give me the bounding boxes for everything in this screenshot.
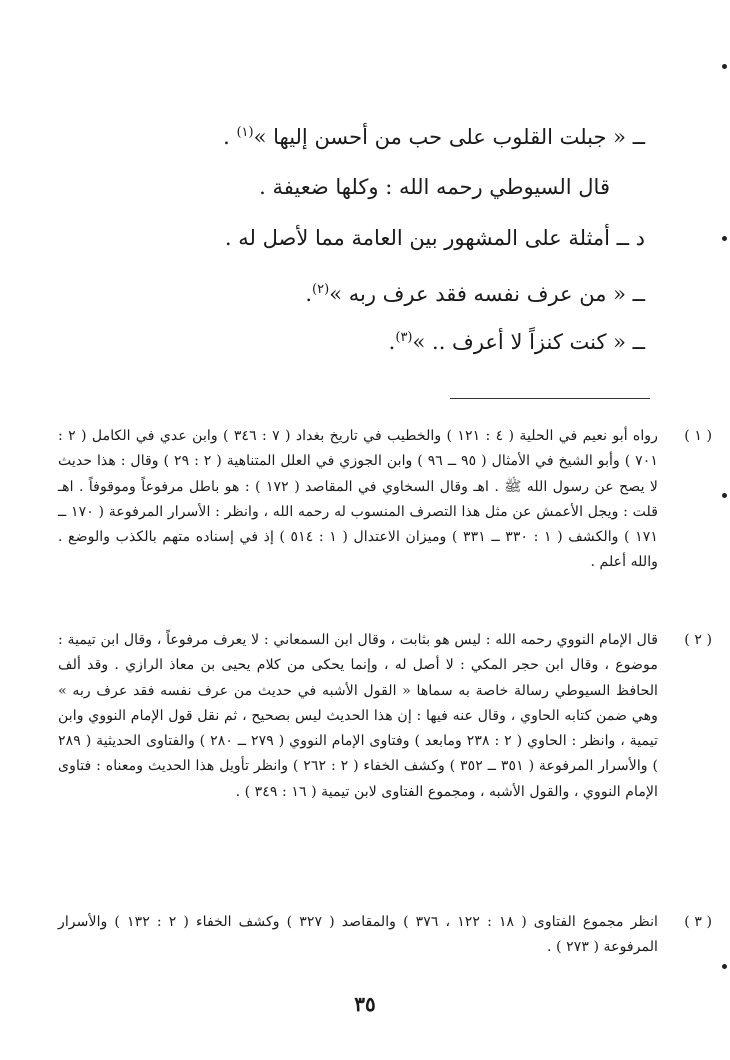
footnote-separator (450, 398, 650, 399)
footnote-number: ( ٢ ) (684, 632, 712, 648)
quote-text: ــ « من عرف نفسه فقد عرف ربه » (329, 282, 645, 306)
page-number: ٣٥ (354, 992, 376, 1016)
line-end: . (223, 125, 237, 149)
main-line-1 (85, 118, 645, 152)
line-end: . (388, 330, 396, 354)
footnote-3 (58, 910, 712, 961)
main-line-3: د ــ أمثلة على المشهور بين العامة مما لأصل له . (224, 226, 645, 250)
scan-speck (722, 64, 727, 69)
quote-text: ــ « جبلت القلوب على حب من أحسن إليها » (253, 125, 645, 149)
main-line-4 (85, 275, 645, 309)
main-line-2: قال السيوطي رحمه الله : وكلها ضعيفة . (259, 175, 610, 199)
footnote-number: ( ٣ ) (684, 914, 712, 930)
footnote-ref-3: (٣) (395, 330, 413, 345)
footnote-text: قال الإمام النووي رحمه الله : ليس هو بثابت ، وقال ابن السمعاني : لا يعرف مرفوعاً ، وقال ابن تيمية : موضوع ، وقال ابن حجر المكي : لا أصل له ، وإنما يحكى من كلام يحيى بن معاذ الرازي . وقد ألف الحافظ السيوطي رسالة خاصة به سماها « القول الأشبه في حديث من عرف نفسه فقد عرف ربه » وهي ضمن كتابه الحاوي ، وقال عنه فيها : إن هذا الحديث ليس بصحيح ، ثم نقل قول الإمام النووي وابن تيمية ، وانظر : الحاوي ( ٢ : ٢٣٨ ومابعد ) وفتاوى الإمام النووي ( ٢٧٩ ــ ٢٨٠ ) والفتاوى الحديثية ( ٢٨٩ ) والأسرار المرفوعة ( ٣٥١ ــ ٣٥٢ ) وكشف الخفاء ( ٢ : ٢٦٢ ) وانظر تأويل هذا الحديث ومعناه : فتاوى الإمام النووي ، والقول الأشبه ، ومجموع الفتاوى لابن تيمية ( ١٦ : ٣٤٩ ) . (58, 632, 658, 800)
footnote-ref-1: (١) (236, 125, 254, 140)
scan-speck (722, 964, 727, 969)
footnote-number: ( ١ ) (684, 428, 712, 444)
footnote-text: انظر مجموع الفتاوى ( ١٨ : ١٢٢ ، ٣٧٦ ) والمقاصد ( ٣٢٧ ) وكشف الخفاء ( ٢ : ١٣٢ ) والأسرار المرفوعة ( ٢٧٣ ) . (58, 914, 658, 956)
quote-text: ــ « كنت كنزاً لا أعرف .. » (412, 330, 645, 354)
line-end: . (305, 282, 313, 306)
main-line-5 (85, 323, 645, 357)
footnote-1 (58, 424, 712, 576)
scan-speck (722, 236, 727, 241)
footnote-text: رواه أبو نعيم في الحلية ( ٤ : ١٢١ ) والخطيب في تاريخ بغداد ( ٧ : ٣٤٦ ) وابن عدي في الكامل ( ٢ : ٧٠١ ) وأبو الشيخ في الأمثال ( ٩٥ ــ ٩٦ ) وابن الجوزي في العلل المتناهية ( ٢ : ٢٩ ) وقال : هذا حديث لا يصح عن رسول الله ﷺ . اهـ وقال السخاوي في المقاصد ( ١٧٢ ) : هو باطل مرفوعاً وموقوفاً . اهـ قلت : ويجل الأعمش عن مثل هذا التصرف المنسوب له رحمه الله ، وانظر : الأسرار المرفوعة ( ١٧٠ ــ ١٧١ ) والكشف ( ١ : ٣٣٠ ــ ٣٣١ ) وميزان الاعتدال ( ١ : ٥١٤ ) إذ في إسناده متهم بالكذب والوضع . والله أعلم . (58, 428, 659, 571)
footnote-ref-2: (٢) (312, 282, 330, 297)
footnote-2 (58, 628, 712, 805)
scan-speck (722, 493, 727, 498)
